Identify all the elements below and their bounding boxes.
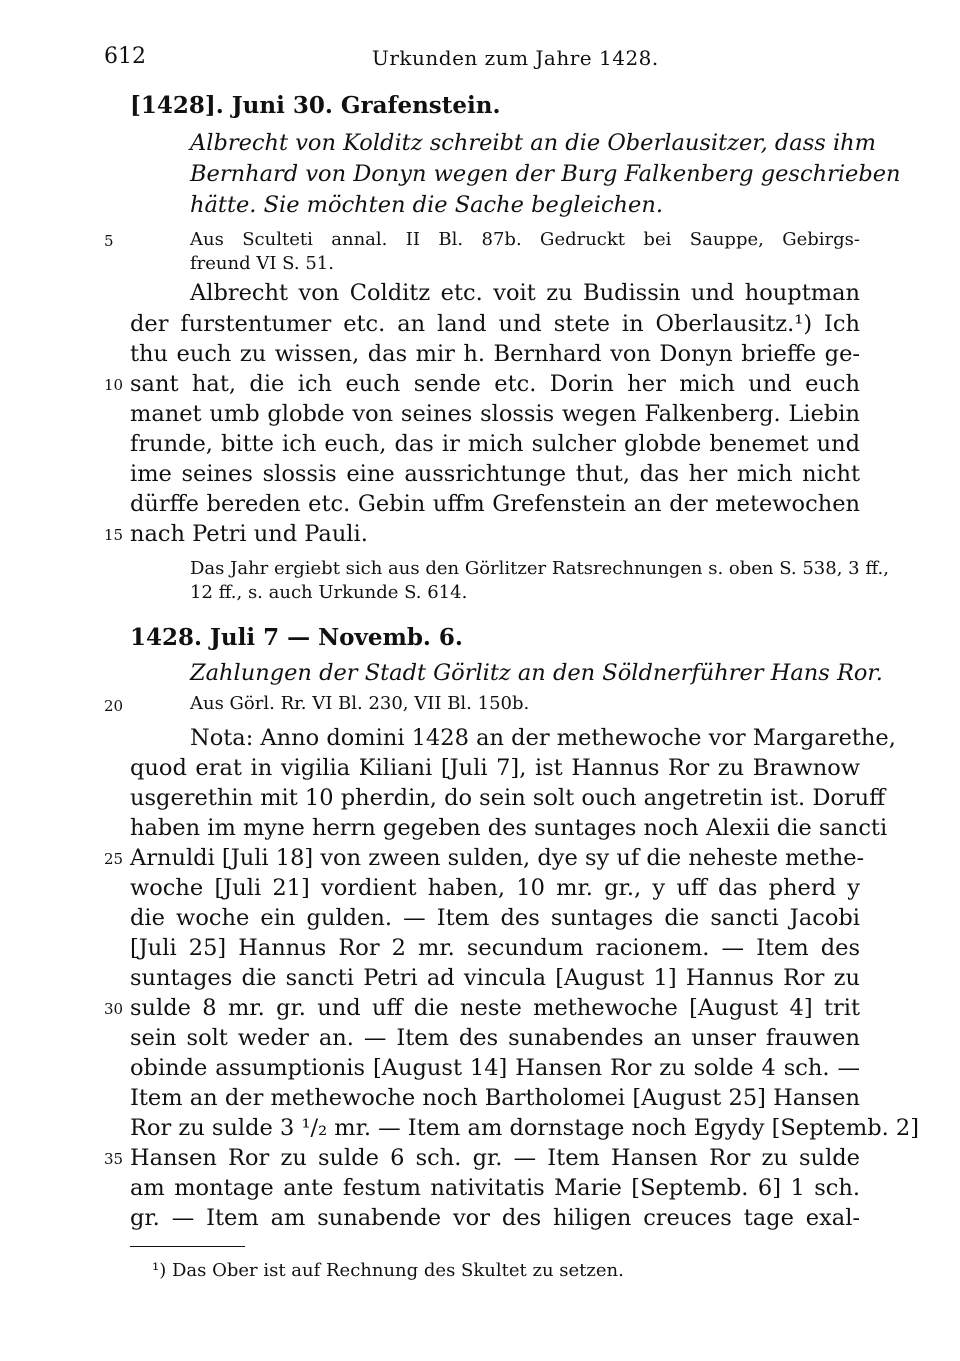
doc1-text-line: nach Petri und Pauli.: [130, 521, 368, 547]
line-number: 25: [104, 850, 124, 868]
doc1-summary-line: Albrecht von Kolditz schreibt an die Oberlausitzer, dass ihm: [190, 130, 876, 156]
doc1-heading: [1428]. Juni 30. Grafenstein.: [130, 92, 501, 119]
line-number: 35: [104, 1150, 124, 1168]
doc2-text-line: quod erat in vigilia Kiliani [Juli 7], ist Hannus Ror zu Brawnow: [130, 755, 860, 781]
doc2-source: Aus Görl. Rr. VI Bl. 230, VII Bl. 150b.: [190, 693, 530, 714]
doc1-text-line: dürffe bereden etc. Gebin uffm Grefenstein an der metewochen: [130, 491, 860, 517]
doc1-source-line: freund VI S. 51.: [190, 253, 334, 274]
doc2-text-line: Ror zu sulde 3 ¹/₂ mr. — Item am dornstage noch Egydy [Septemb. 2]: [130, 1115, 920, 1141]
line-number: 15: [104, 526, 124, 544]
doc1-text-line: thu euch zu wissen, das mir h. Bernhard von Donyn brieffe ge-: [130, 341, 860, 367]
running-title: Urkunden zum Jahre 1428.: [372, 46, 659, 70]
doc2-text-line: Item an der methewoche noch Bartholomei [August 25] Hansen: [130, 1085, 860, 1111]
doc2-text-line: sein solt weder an. — Item des sunabendes an unser frauwen: [130, 1025, 860, 1051]
doc2-text-line: obinde assumptionis [August 14] Hansen Ror zu solde 4 sch. —: [130, 1055, 860, 1081]
footnote-rule: [130, 1246, 245, 1247]
doc1-summary-line: hätte. Sie möchten die Sache begleichen.: [190, 192, 663, 218]
doc1-text-line: manet umb globde von seines slossis wegen Falkenberg. Liebin: [130, 401, 860, 427]
doc2-text-line: suntages die sancti Petri ad vincula [August 1] Hannus Ror zu: [130, 965, 860, 991]
doc1-note-line: 12 ff., s. auch Urkunde S. 614.: [190, 582, 468, 603]
doc2-text-line: Hansen Ror zu sulde 6 sch. gr. — Item Hansen Ror zu sulde: [130, 1145, 860, 1171]
doc2-text-line: Nota: Anno domini 1428 an der methewoche vor Margarethe,: [190, 725, 896, 751]
doc2-text-line: gr. — Item am sunabende vor des hiligen creuces tage exal-: [130, 1205, 860, 1231]
doc2-text-line: sulde 8 mr. gr. und uff die neste methewoche [August 4] trit: [130, 995, 860, 1021]
doc2-text-line: haben im myne herrn gegeben des suntages noch Alexii die sancti: [130, 815, 888, 841]
line-number: 10: [104, 376, 124, 394]
doc1-text-line: der furstentumer etc. an land und stete in Oberlausitz.¹) Ich: [130, 311, 860, 337]
line-number: 5: [104, 232, 114, 250]
doc1-text-line: sant hat, die ich euch sende etc. Dorin her mich und euch: [130, 371, 860, 397]
page-number: 612: [104, 44, 146, 69]
line-number: 20: [104, 697, 124, 715]
doc2-text-line: woche [Juli 21] vordient haben, 10 mr. gr., y uff das pherd y: [130, 875, 860, 901]
doc1-source-line: Aus Sculteti annal. II Bl. 87b. Gedruckt bei Sauppe, Gebirgs-: [190, 229, 860, 250]
line-number: 30: [104, 1000, 124, 1018]
doc2-summary: Zahlungen der Stadt Görlitz an den Söldnerführer Hans Ror.: [190, 660, 883, 686]
doc1-note-line: Das Jahr ergiebt sich aus den Görlitzer Ratsrechnungen s. oben S. 538, 3 ff.,: [190, 558, 889, 579]
doc1-summary-line: Bernhard von Donyn wegen der Burg Falkenberg geschrieben: [190, 161, 901, 187]
doc2-text-line: [Juli 25] Hannus Ror 2 mr. secundum racionem. — Item des: [130, 935, 860, 961]
doc1-text-line: Albrecht von Colditz etc. voit zu Budissin und houptman: [190, 280, 860, 306]
doc2-heading: 1428. Juli 7 — Novemb. 6.: [130, 624, 463, 651]
doc1-text-line: frunde, bitte ich euch, das ir mich sulcher globde benemet und: [130, 431, 860, 457]
doc1-text-line: ime seines slossis eine aussrichtunge thut, das her mich nicht: [130, 461, 860, 487]
doc2-text-line: am montage ante festum nativitatis Marie [Septemb. 6] 1 sch.: [130, 1175, 860, 1201]
footnote: ¹) Das Ober ist auf Rechnung des Skultet zu setzen.: [152, 1260, 624, 1281]
doc2-text-line: Arnuldi [Juli 18] von zween sulden, dye sy uf die neheste methe-: [130, 845, 865, 871]
doc2-text-line: usgerethin mit 10 pherdin, do sein solt ouch angetretin ist. Doruff: [130, 785, 886, 811]
doc2-text-line: die woche ein gulden. — Item des suntages die sancti Jacobi: [130, 905, 860, 931]
